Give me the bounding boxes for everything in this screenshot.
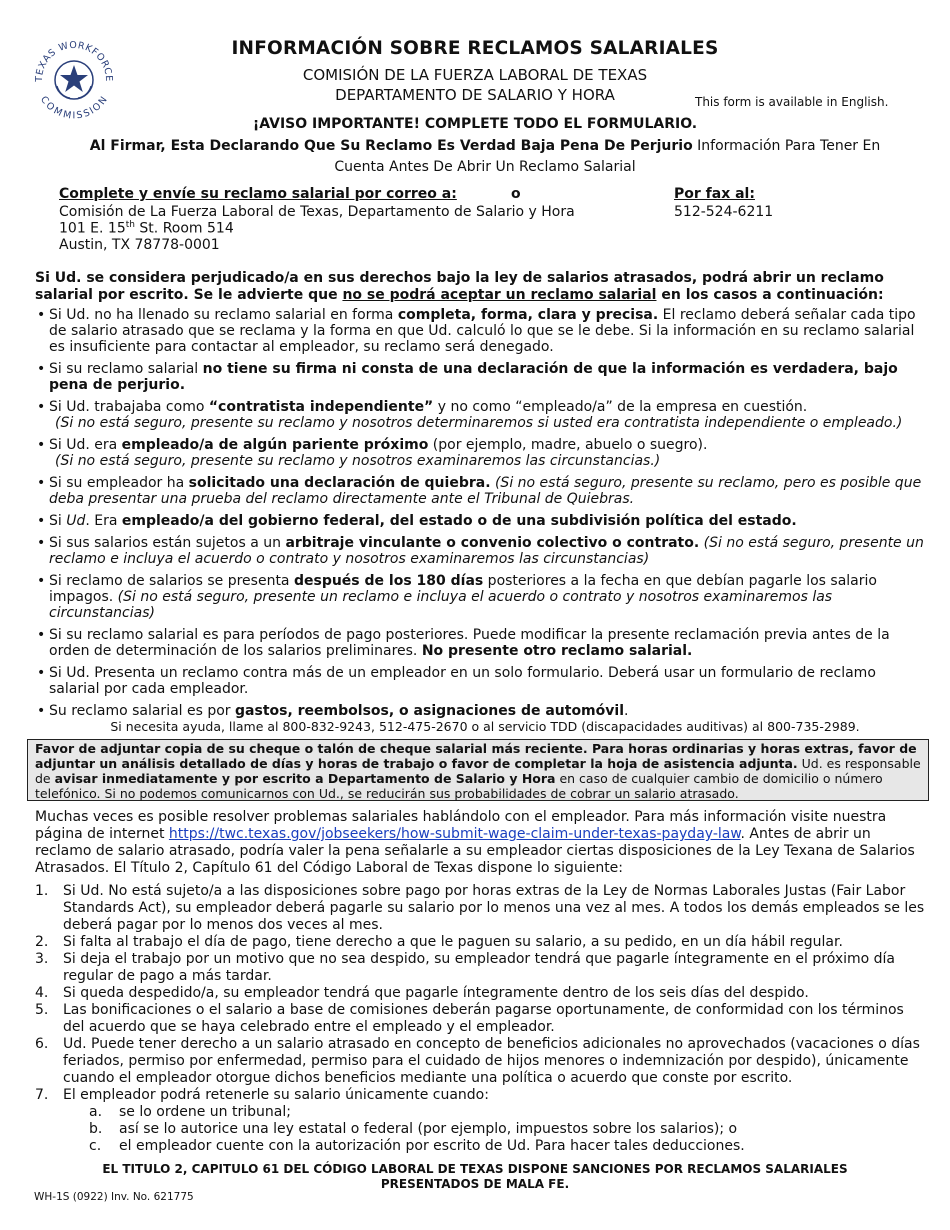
or-label: o bbox=[511, 186, 521, 202]
list-item: • Si Ud. Era empleado/a del gobierno federal, del estado o de una subdivisión política del estado. bbox=[35, 513, 925, 529]
numbered-item: 1. Si Ud. No está sujeto/a a las disposiciones sobre pago por horas extras de la Ley de Normas Laborales Justas (Fair Labor Standards Act), su empleador deberá pagarle su salario por lo menos una vez al mes. A todos los demás empleados se les deberá pagar por lo menos dos veces al mes. bbox=[35, 883, 925, 933]
list-item: • Si Ud. era empleado/a de algún pariente próximo (por ejemplo, madre, abuelo o suegro). (Si no está seguro, presente su reclamo y nosotros examinaremos las circunstancias.) bbox=[35, 437, 925, 469]
list-item: • Si Ud. Presenta un reclamo contra más de un empleador en un solo formulario. Deberá usar un formulario de reclamo salarial por cada empleador. bbox=[35, 665, 925, 697]
logo-text-bottom: COMMISSION bbox=[37, 94, 111, 122]
sub-item: c. el empleador cuente con la autorización por escrito de Ud. Para hacer tales deducciones. bbox=[89, 1138, 745, 1154]
address-line-1: Comisión de La Fuerza Laboral de Texas, Departamento de Salario y Hora bbox=[59, 204, 575, 220]
logo-text: TEXAS WORKFORCE bbox=[33, 39, 115, 83]
address-line-2: 101 E. 15th St. Room 514 bbox=[59, 220, 234, 237]
list-item: • Si su empleador ha solicitado una declaración de quiebra. (Si no está seguro, presente su reclamo, pero es posible que deba presentar una prueba del reclamo directamente ante el Tribunal de Quiebras. bbox=[35, 475, 925, 507]
perjury-bold: Al Firmar, Esta Declarando Que Su Reclamo Es Verdad Baja Pena De Perjurio bbox=[89, 138, 693, 154]
intro-paragraph: Si Ud. se considera perjudicado/a en sus derechos bajo la ley de salarios atrasados, podrá abrir un reclamo salarial por escrito. Se le advierte que no se podrá aceptar un reclamo salarial en los casos a continuación: bbox=[35, 270, 884, 303]
fax-number: 512-524-6211 bbox=[674, 204, 774, 220]
attachment-notice-box: Favor de adjuntar copia de su cheque o talón de cheque salarial más reciente. Para horas ordinarias y horas extras, favor de adjuntar un análisis detallado de días y horas de trabajo o favor de completar la hoja de asistencia adjunta. Ud. es responsable de avisar inmediatamente y por escrito a Departamento de Salario y Hora en caso de cualquier cambio de domicilio o número telefónico. Si no podemos comunicarnos con Ud., se reducirán sus probabilidades de cobrar un salario atrasado. bbox=[27, 739, 929, 801]
numbered-item: 3. Si deja el trabajo por un motivo que no sea despido, su empleador tendrá que pagarle íntegramente en el próximo día regular de pago a más tardar. bbox=[35, 951, 896, 984]
mail-heading: Complete y envíe su reclamo salarial por correo a: bbox=[59, 186, 457, 202]
twc-wage-claim-link[interactable]: https://twc.texas.gov/jobseekers/how-submit-wage-claim-under-texas-payday-law bbox=[168, 826, 741, 842]
perjury-rest: Información Para Tener En Cuenta Antes De Abrir Un Reclamo Salarial bbox=[334, 138, 881, 175]
important-notice: ¡AVISO IMPORTANTE! COMPLETE TODO EL FORMULARIO. bbox=[252, 116, 698, 132]
list-item: • Si reclamo de salarios se presenta después de los 180 días posteriores a la fecha en que debían pagarle los salario impagos. (Si no está seguro, presente un reclamo e incluya el acuerdo o contrato y nosotros examinaremos las circunstancias) bbox=[35, 573, 925, 621]
list-item: • Si su reclamo salarial es para períodos de pago posteriores. Puede modificar la presente reclamación previa antes de la orden de determinación de los salarios preliminares. No presente otro reclamo salarial. bbox=[35, 627, 925, 659]
department-name: DEPARTAMENTO DE SALARIO Y HORA bbox=[335, 86, 615, 104]
agency-name: COMISIÓN DE LA FUERZA LABORAL DE TEXAS bbox=[302, 66, 648, 84]
sub-item: a. se lo ordene un tribunal; bbox=[89, 1104, 291, 1120]
footer-warning: EL TITULO 2, CAPITULO 61 DEL CÓDIGO LABORAL DE TEXAS DISPONE SANCIONES POR RECLAMOS SALARIALES PRESENTADOS DE MALA FE. bbox=[102, 1162, 848, 1191]
address-line-3: Austin, TX 78778-0001 bbox=[59, 237, 220, 253]
page-title: INFORMACIÓN SOBRE RECLAMOS SALARIALES bbox=[231, 38, 719, 59]
help-line: Si necesita ayuda, llame al 800-832-9243, 512-475-2670 o al servicio TDD (discapacidades auditivas) al 800-735-2989. bbox=[110, 719, 860, 734]
list-item: • Si Ud. trabajaba como “contratista independiente” y no como “empleado/a” de la empresa en cuestión. (Si no está seguro, presente su reclamo y nosotros determinaremos si usted era contratista independiente o empleado.) bbox=[35, 399, 925, 431]
list-item: • Si sus salarios están sujetos a un arbitraje vinculante o convenio colectivo o contrato. (Si no está seguro, presente un reclamo e incluya el acuerdo o contrato y nosotros examinaremos las circunstancias) bbox=[35, 535, 925, 567]
list-item: • Si su reclamo salarial no tiene su firma ni consta de una declaración de que la información es verdadera, bajo pena de perjurio. bbox=[35, 361, 925, 393]
exclusion-list bbox=[35, 307, 925, 725]
perjury-notice bbox=[80, 136, 890, 178]
numbered-item: 2. Si falta al trabajo el día de pago, tiene derecho a que le paguen su salario, a su pedido, en un día hábil regular. bbox=[35, 934, 843, 950]
list-item: • Su reclamo salarial es por gastos, reembolsos, o asignaciones de automóvil. bbox=[35, 703, 925, 719]
numbered-item: 6. Ud. Puede tener derecho a un salario atrasado en concepto de beneficios adicionales no aprovechados (vacaciones o días feriados, permiso por enfermedad, permiso para el cuidado de hijos menores o indemnización por despido), únicamente cuando el empleador otorgue dichos beneficios mediante una política o acuerdo que conste por escrito. bbox=[35, 1036, 920, 1086]
resolution-paragraph: Muchas veces es posible resolver problemas salariales hablándolo con el empleador. Para más información visite nuestra página de internet https://twc.texas.gov/jobseekers/how-submit-wage-claim-under-texas-payday-law. Antes de abrir un reclamo de salario atrasado, podría valer la pena señalarle a su empleador ciertas disposiciones de la Ley Texana de Salarios Atrasados. El Título 2, Capítulo 61 del Código Laboral de Texas dispone lo siguiente: bbox=[35, 809, 915, 876]
english-note: This form is available in English. bbox=[695, 95, 889, 109]
list-item: • Si Ud. no ha llenado su reclamo salarial en forma completa, forma, clara y precisa. El reclamo deberá señalar cada tipo de salario atrasado que se reclama y la forma en que Ud. calculó lo que se le debe. Si la información en su reclamo salarial es insuficiente para contactar al empleador, su reclamo será denegado. bbox=[35, 307, 925, 355]
withholding-sublist bbox=[63, 1104, 925, 1155]
form-number: WH-1S (0922) Inv. No. 621775 bbox=[34, 1191, 194, 1203]
fax-heading: Por fax al: bbox=[674, 186, 755, 202]
sub-item: b. así se lo autorice una ley estatal o federal (por ejemplo, impuestos sobre los salarios); o bbox=[89, 1121, 738, 1137]
numbered-item: 4. Si queda despedido/a, su empleador tendrá que pagarle íntegramente dentro de los seis días del despido. bbox=[35, 985, 809, 1001]
numbered-item: 7. El empleador podrá retenerle su salario únicamente cuando: a. se lo ordene un tribunal; b. así se lo autorice una ley estatal o federal (por ejemplo, impuestos sobre los salarios); o c. el empleador cuente con la autorización por escrito de Ud. Para hacer tales deducciones. bbox=[35, 1087, 925, 1155]
numbered-item: 5. Las bonificaciones o el salario a base de comisiones deberán pagarse oportunamente, de conformidad con los términos del acuerdo que se haya celebrado entre el empleado y el empleador. bbox=[35, 1002, 904, 1035]
labor-code-list bbox=[35, 883, 925, 1155]
